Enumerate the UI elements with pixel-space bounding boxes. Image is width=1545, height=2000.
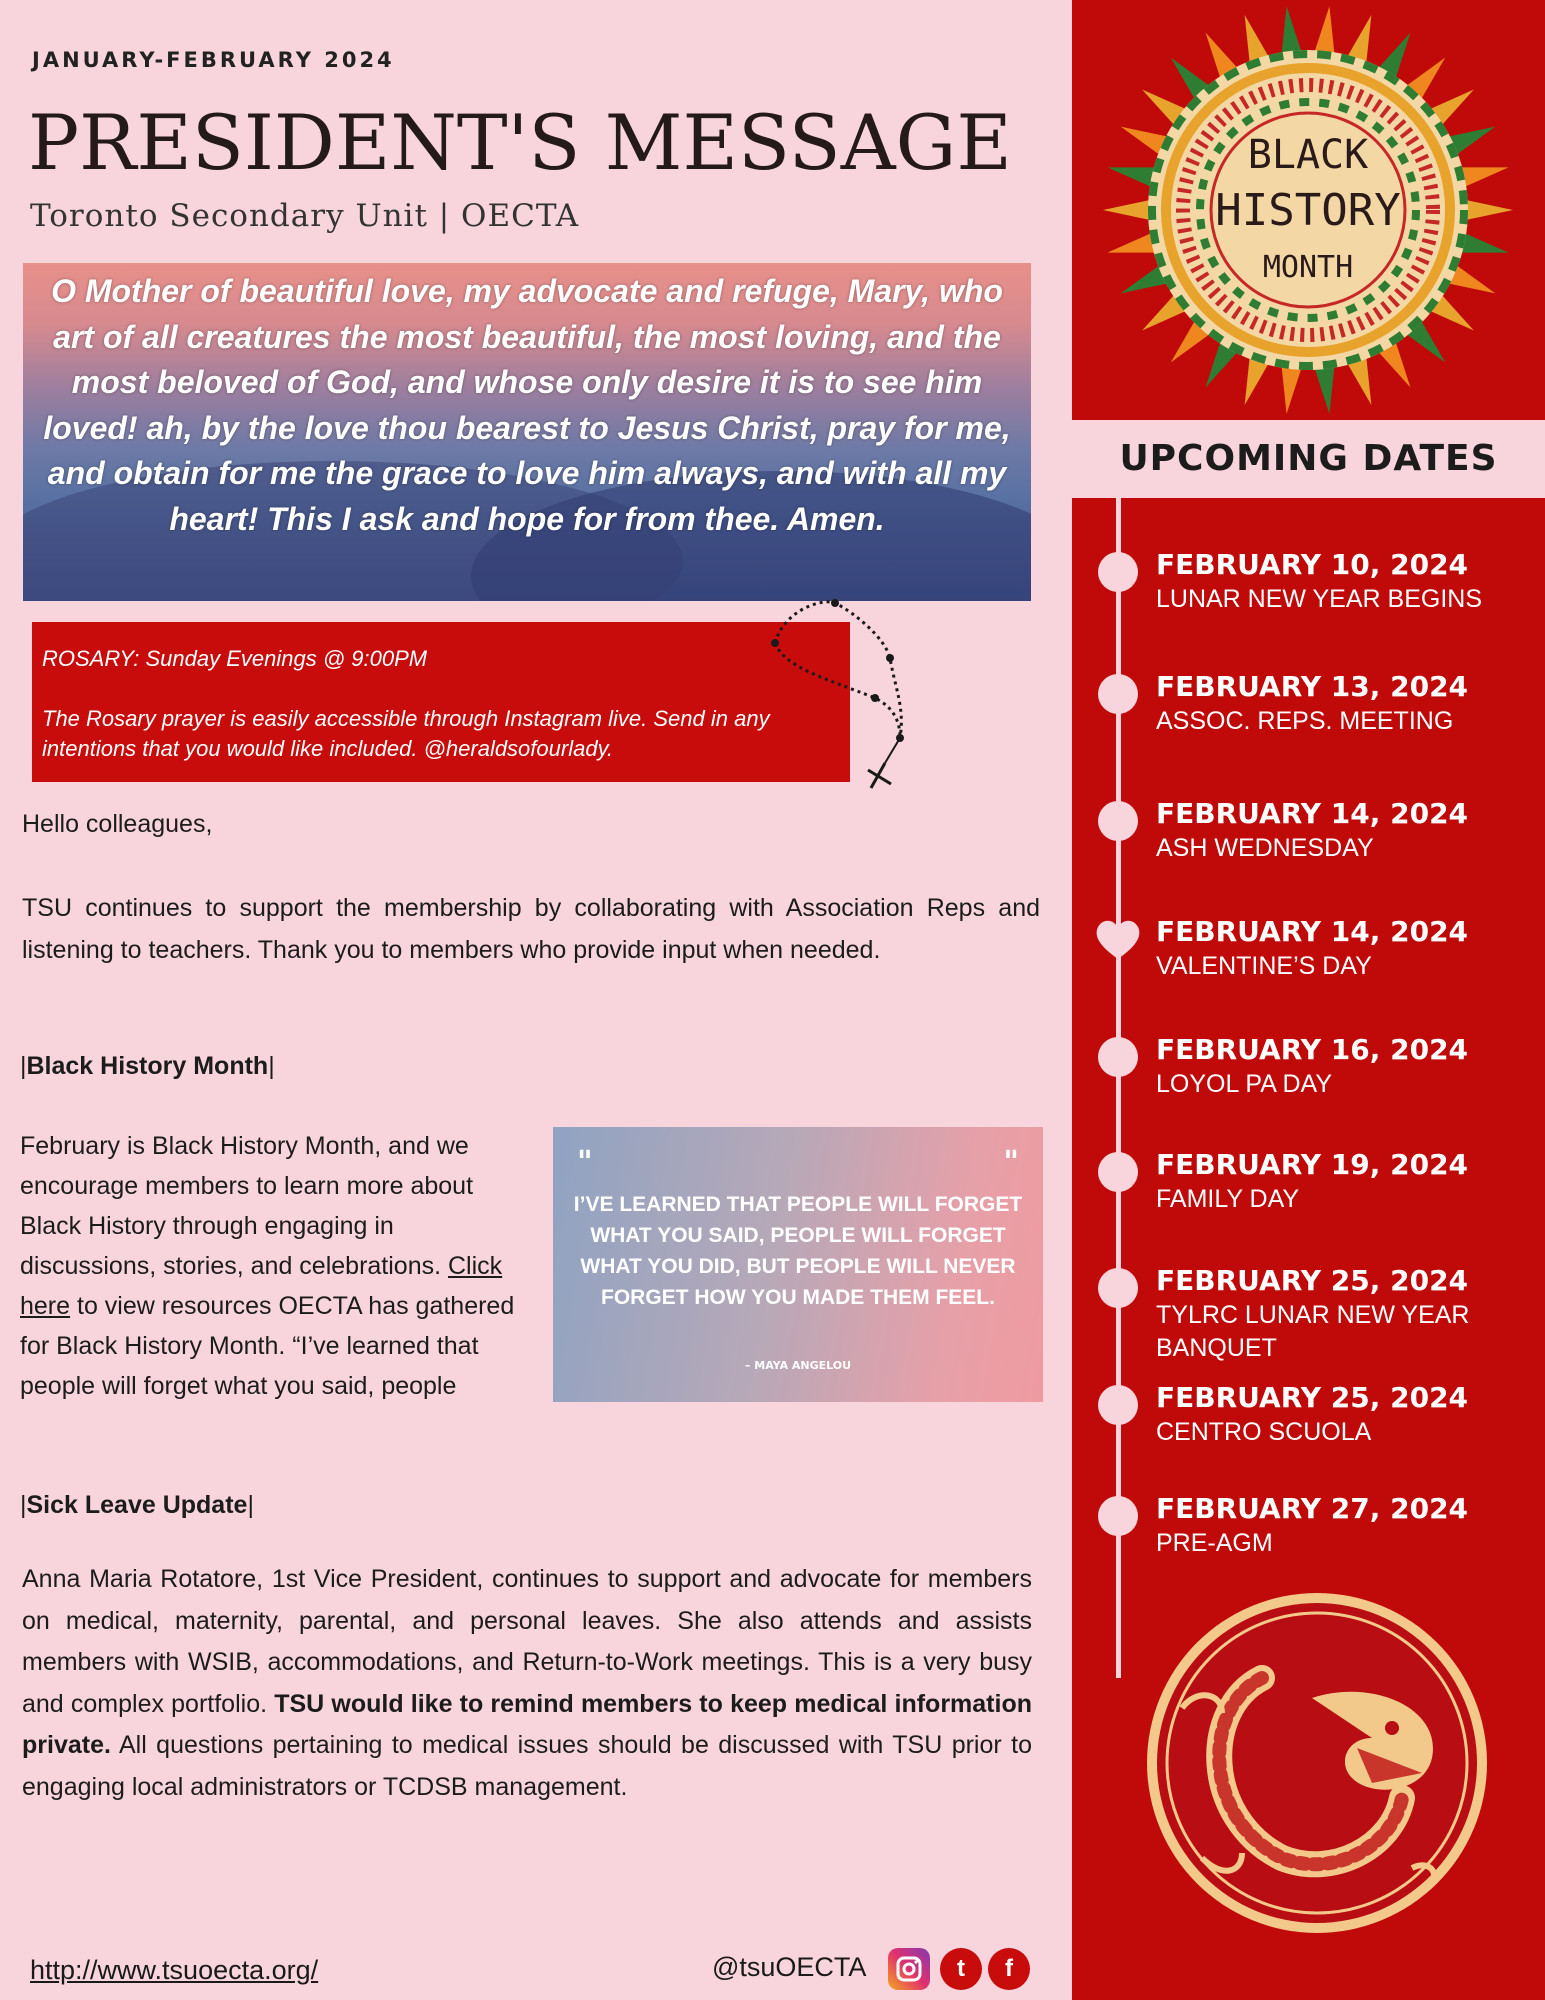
event-date: FEBRUARY 10, 2024	[1156, 548, 1469, 581]
event-description: FAMILY DAY	[1156, 1185, 1300, 1213]
timeline-dot	[1098, 1496, 1138, 1536]
event-date: FEBRUARY 14, 2024	[1156, 915, 1469, 948]
event-description: ASSOC. REPS. MEETING	[1156, 707, 1454, 735]
timeline-dot	[1098, 1268, 1138, 1308]
intro-paragraph: TSU continues to support the membership by collaborating with Association Reps and listening to teachers. Thank you to members who provide input when needed.	[22, 894, 1040, 964]
badge-line-2: HISTORY	[1215, 185, 1401, 236]
timeline-dot	[1098, 1385, 1138, 1425]
sick-leave-heading: |Sick Leave Update|	[20, 1491, 254, 1519]
resources-link[interactable]: Click here	[20, 1252, 503, 1320]
instagram-icon[interactable]	[888, 1948, 930, 1990]
upcoming-dates-title: UPCOMING DATES	[1119, 438, 1498, 479]
rosary-notice	[32, 622, 850, 782]
issue-date: JANUARY-FEBRUARY 2024	[32, 48, 395, 72]
event-date: FEBRUARY 14, 2024	[1156, 797, 1469, 830]
quote-text: I’VE LEARNED THAT PEOPLE WILL FORGET WHAT YOU SAID, PEOPLE WILL FORGET WHAT YOU DID, BUT PEOPLE WILL NEVER FORGET HOW YOU MADE THEM FEEL.	[573, 1193, 1023, 1309]
event-description: LOYOL PA DAY	[1156, 1070, 1333, 1098]
rosary-schedule: ROSARY: Sunday Evenings @ 9:00PM	[42, 646, 428, 671]
black-history-month-badge	[1072, 0, 1545, 420]
bhm-heading: |Black History Month|	[20, 1052, 275, 1080]
event-description: ASH WEDNESDAY	[1156, 834, 1374, 862]
sidebar	[1072, 0, 1545, 2000]
dragon-emblem-icon	[1142, 1588, 1492, 1938]
prayer-banner	[23, 263, 1031, 601]
event-date: FEBRUARY 27, 2024	[1156, 1492, 1469, 1525]
page-subtitle: Toronto Secondary Unit | OECTA	[30, 198, 580, 234]
timeline-dot	[1098, 801, 1138, 841]
event-date: FEBRUARY 19, 2024	[1156, 1148, 1469, 1181]
event-date: FEBRUARY 25, 2024	[1156, 1264, 1469, 1297]
twitter-icon[interactable]: t	[940, 1948, 982, 1990]
badge-line-1: BLACK	[1247, 132, 1369, 178]
event-date: FEBRUARY 13, 2024	[1156, 670, 1469, 703]
sick-leave-paragraph: Anna Maria Rotatore, 1st Vice President, continues to support and advocate for members on medical, maternity, parental, and personal leaves. She also attends and assists members with WSIB, accommodations, and Return-to-Work meetings. This is a very busy and complex portfolio. TSU would like to remind members to keep medical information private. All questions pertaining to medical issues should be discussed with TSU prior to engaging local administrators or TCDSB management.	[22, 1565, 1032, 1801]
badge-line-3: MONTH	[1262, 250, 1354, 285]
timeline-dot	[1098, 552, 1138, 592]
social-handle: @tsuOECTA	[712, 1952, 867, 1982]
event-description: LUNAR NEW YEAR BEGINS	[1156, 585, 1483, 613]
quote-close-mark: "	[1003, 1145, 1019, 1180]
event-description: CENTRO SCUOLA	[1156, 1418, 1372, 1446]
timeline-dot	[1098, 1037, 1138, 1077]
greeting: Hello colleagues,	[22, 810, 213, 838]
event-description: VALENTINE’S DAY	[1156, 952, 1372, 980]
timeline-dot	[1098, 674, 1138, 714]
event-description: PRE-AGM	[1156, 1529, 1273, 1557]
prayer-text: O Mother of beautiful love, my advocate and refuge, Mary, who art of all creatures the most beautiful, the most loving, and the most beloved of God, and whose only desire it is to see him loved! ah, by the love thou bearest to Jesus Christ, pray for me, and obtain for me the grace to love him always, and with all my heart! This I ask and hope for from thee. Amen.	[43, 273, 1011, 537]
bhm-paragraph: February is Black History Month, and we encourage members to learn more about Black History through engaging in discussions, stories, and celebrations. Click here to view resources OECTA has gathered for Black History Month. “I’ve learned that people will forget what you said, people	[20, 1132, 515, 1400]
website-link[interactable]: http://www.tsuoecta.org/	[30, 1955, 319, 1985]
facebook-icon[interactable]: f	[988, 1948, 1030, 1990]
maya-angelou-quote	[553, 1127, 1043, 1402]
quote-open-mark: "	[577, 1145, 593, 1180]
timeline-dot	[1098, 1152, 1138, 1192]
rosary-beads-icon	[765, 598, 915, 798]
heart-icon	[1094, 917, 1142, 961]
event-date: FEBRUARY 16, 2024	[1156, 1033, 1469, 1066]
rosary-description: The Rosary prayer is easily accessible through Instagram live. Send in any intentions that you would like included. @heraldsofourlady.	[42, 706, 770, 761]
event-date: FEBRUARY 25, 2024	[1156, 1381, 1469, 1414]
event-description: TYLRC LUNAR NEW YEAR BANQUET	[1156, 1301, 1470, 1362]
quote-author: – MAYA ANGELOU	[744, 1359, 852, 1372]
page-title: PRESIDENT'S MESSAGE	[28, 98, 1012, 187]
